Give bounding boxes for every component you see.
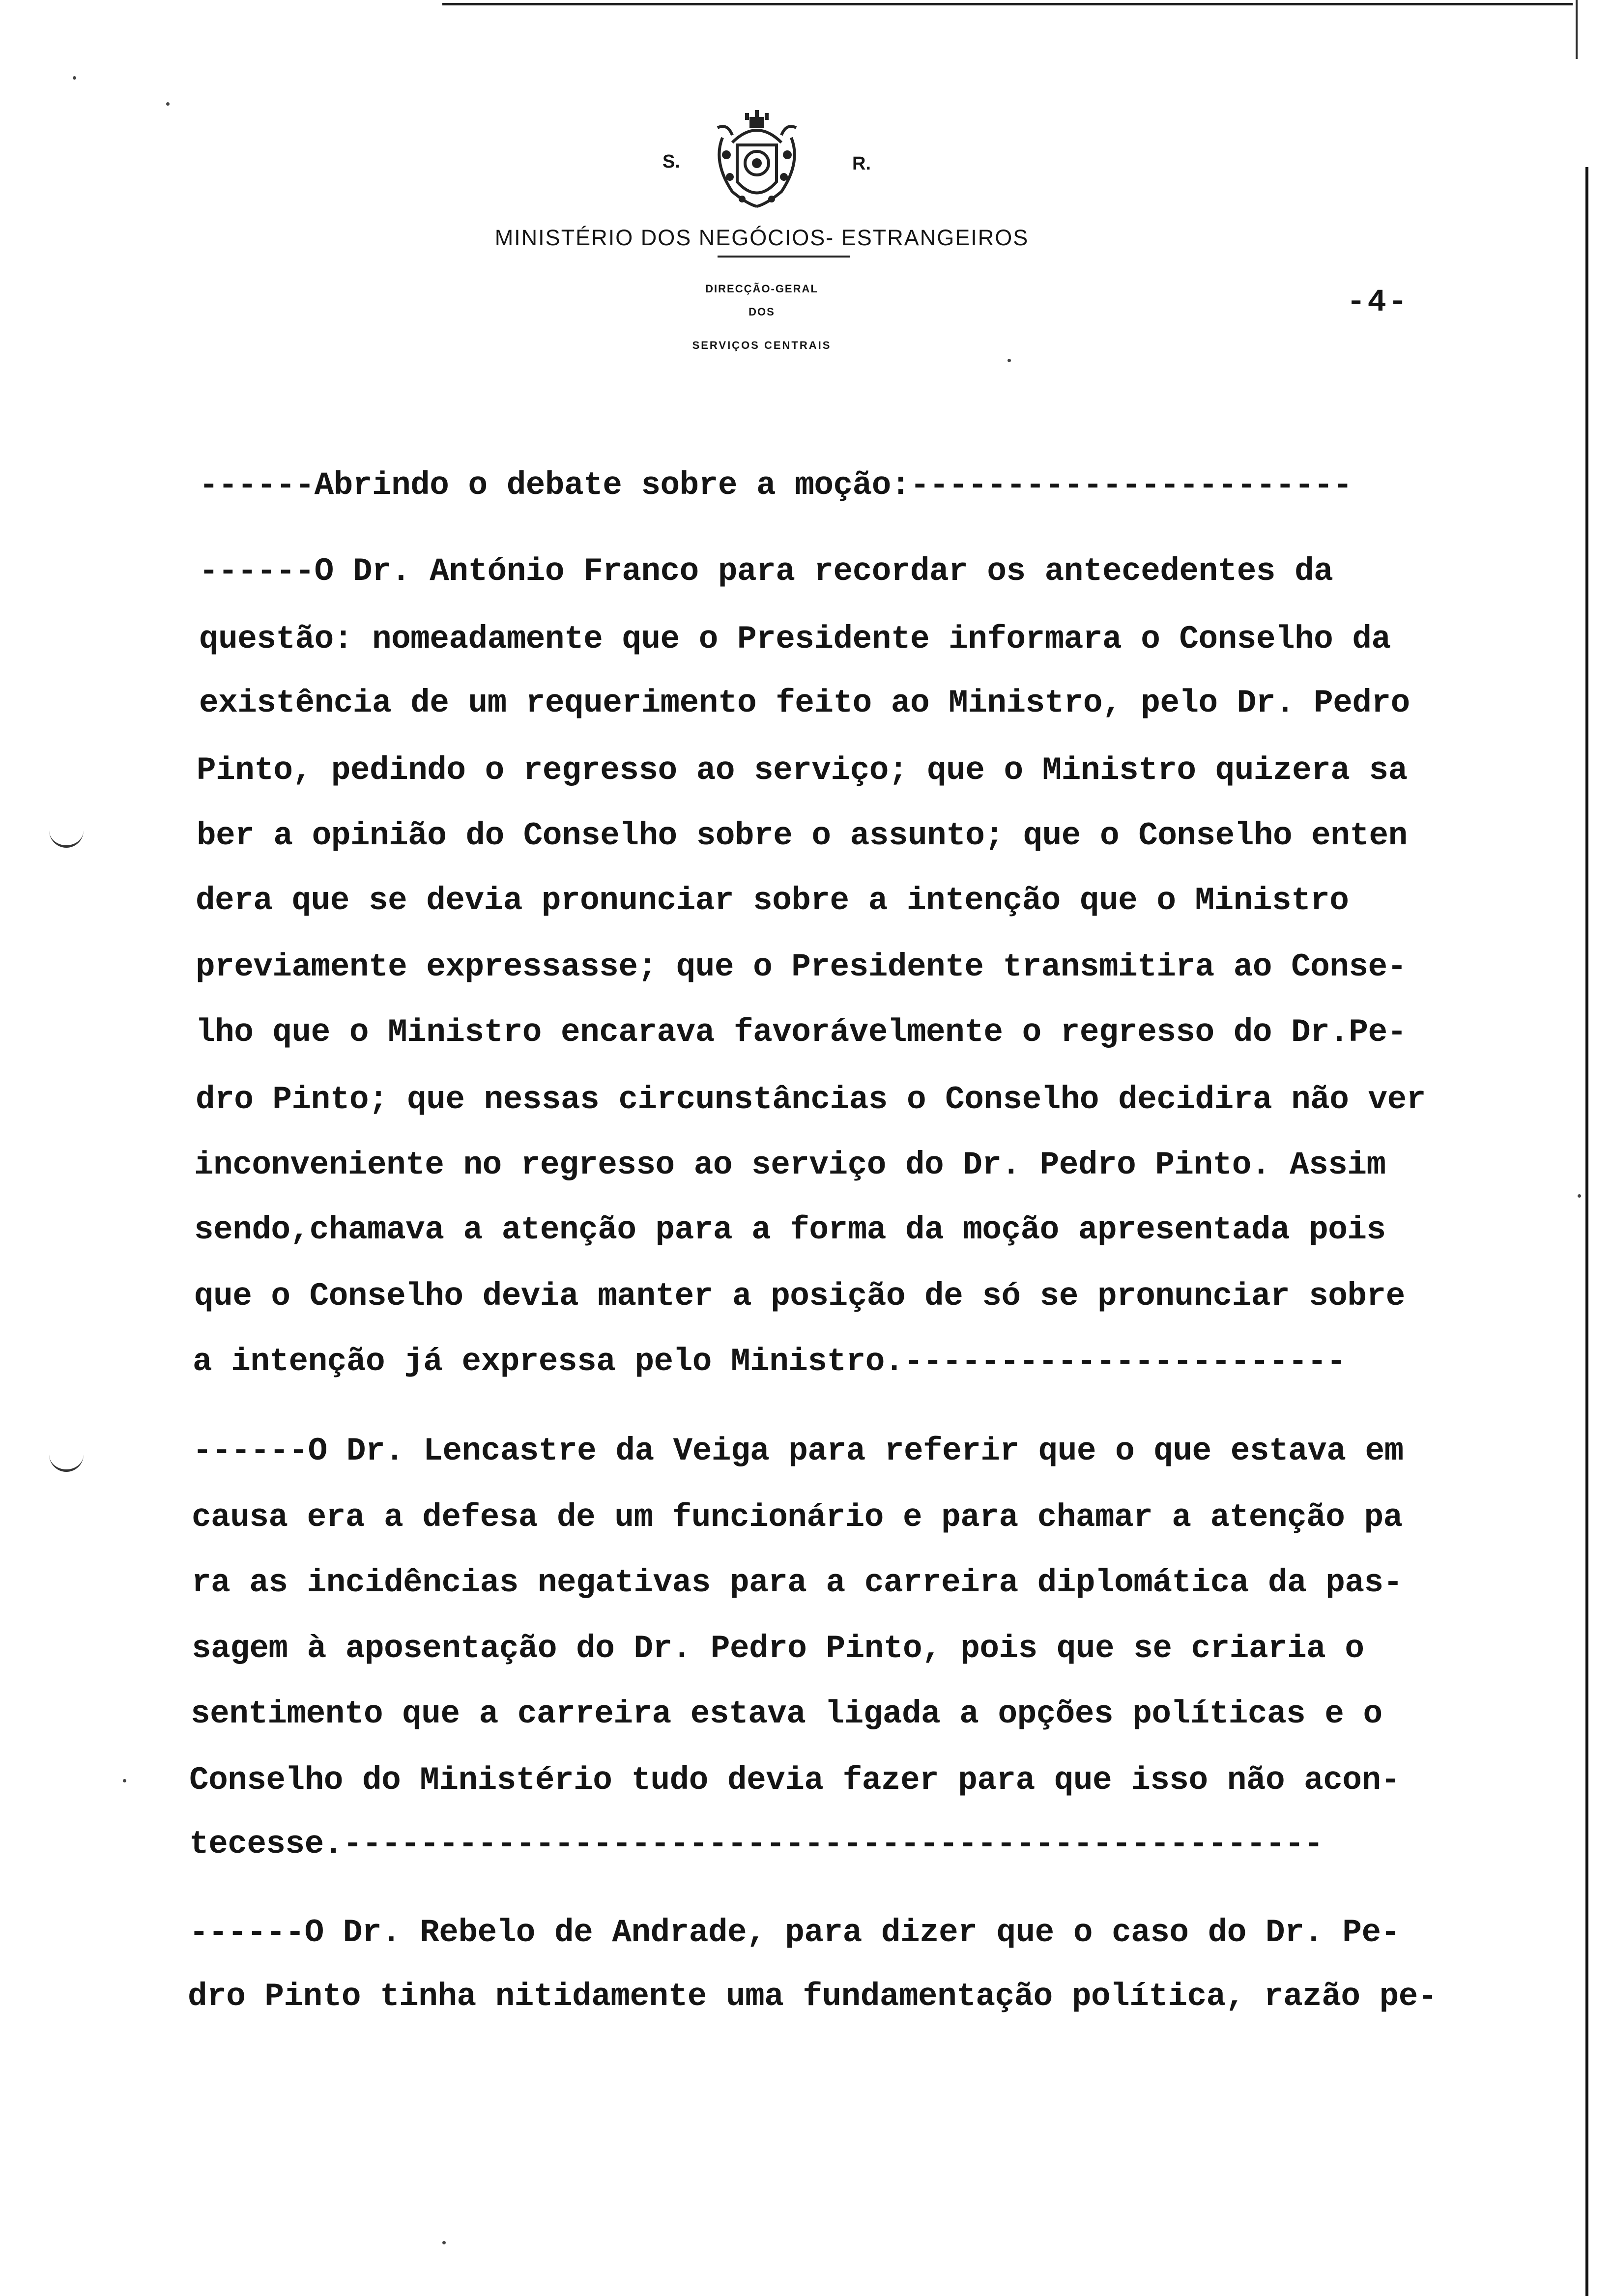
body-line: inconveniente no regresso ao serviço do Dr. Pedro Pinto. Assim [194, 1147, 1386, 1183]
speck [442, 2241, 446, 2244]
page-number: -4- [1347, 285, 1410, 320]
speck [1578, 1194, 1581, 1198]
body-line: existência de um requerimento feito ao Ministro, pelo Dr. Pedro [199, 685, 1410, 721]
letterhead-divider [718, 256, 850, 258]
body-line: tecesse.--------------------------------------------------- [189, 1826, 1324, 1863]
punch-hole-mark [49, 831, 84, 848]
department-line-1: DIRECÇÃO-GERAL [705, 283, 818, 295]
body-line: ------Abrindo o debate sobre a moção:----------------------- [199, 467, 1353, 504]
body-line: ber a opinião do Conselho sobre o assunto; que o Conselho enten [197, 817, 1408, 854]
speck [73, 76, 76, 80]
letterhead-right-letter: R. [852, 153, 871, 174]
coat-of-arms-icon [703, 108, 811, 211]
body-line: a intenção já expressa pelo Ministro.----------------------- [193, 1343, 1346, 1380]
speck [166, 102, 170, 106]
body-line: Conselho do Ministério tudo devia fazer para que isso não acon- [189, 1762, 1400, 1799]
ministry-title: MINISTÉRIO DOS NEGÓCIOS- ESTRANGEIROS [494, 225, 1029, 250]
body-line: lho que o Ministro encarava favorávelmente o regresso do Dr.Pe- [196, 1014, 1407, 1051]
scan-edge-right [1585, 167, 1588, 2296]
letterhead-left-letter: S. [662, 151, 680, 172]
punch-hole-mark [49, 1455, 84, 1472]
letterhead [442, 108, 1081, 364]
body-line: que o Conselho devia manter a posição de só se pronunciar sobre [194, 1278, 1405, 1315]
body-line: sendo,chamava a atenção para a forma da moção apresentada pois [194, 1211, 1386, 1248]
scan-edge-top [442, 3, 1573, 5]
department-line-2: DOS [748, 306, 775, 318]
body-line: ------O Dr. Lencastre da Veiga para referir que o que estava em [193, 1433, 1404, 1469]
body-line: dro Pinto; que nessas circunstâncias o Conselho decidira não ver [196, 1081, 1426, 1118]
body-line: previamente expressasse; que o Presidente transmitira ao Conse- [196, 948, 1407, 985]
body-line: ------O Dr. António Franco para recordar os antecedentes da [199, 553, 1333, 590]
body-line: sagem à aposentação do Dr. Pedro Pinto, pois que se criaria o [192, 1630, 1364, 1667]
body-line: ra as incidências negativas para a carreira diplomática da pas- [192, 1564, 1403, 1601]
body-line: causa era a defesa de um funcionário e para chamar a atenção pa [192, 1499, 1403, 1536]
body-line: Pinto, pedindo o regresso ao serviço; que o Ministro quizera sa [197, 752, 1408, 789]
body-line: dera que se devia pronunciar sobre a intenção que o Ministro [196, 882, 1349, 919]
body-line: questão: nomeadamente que o Presidente informara o Conselho da [199, 621, 1391, 658]
body-line: sentimento que a carreira estava ligada a opções políticas e o [191, 1695, 1382, 1732]
scan-edge-mark [1576, 0, 1578, 59]
speck [123, 1779, 126, 1782]
body-line: ------O Dr. Rebelo de Andrade, para dizer que o caso do Dr. Pe- [189, 1914, 1400, 1951]
body-line: dro Pinto tinha nitidamente uma fundamentação política, razão pe- [188, 1978, 1437, 2015]
department-line-3: SERVIÇOS CENTRAIS [692, 339, 832, 351]
